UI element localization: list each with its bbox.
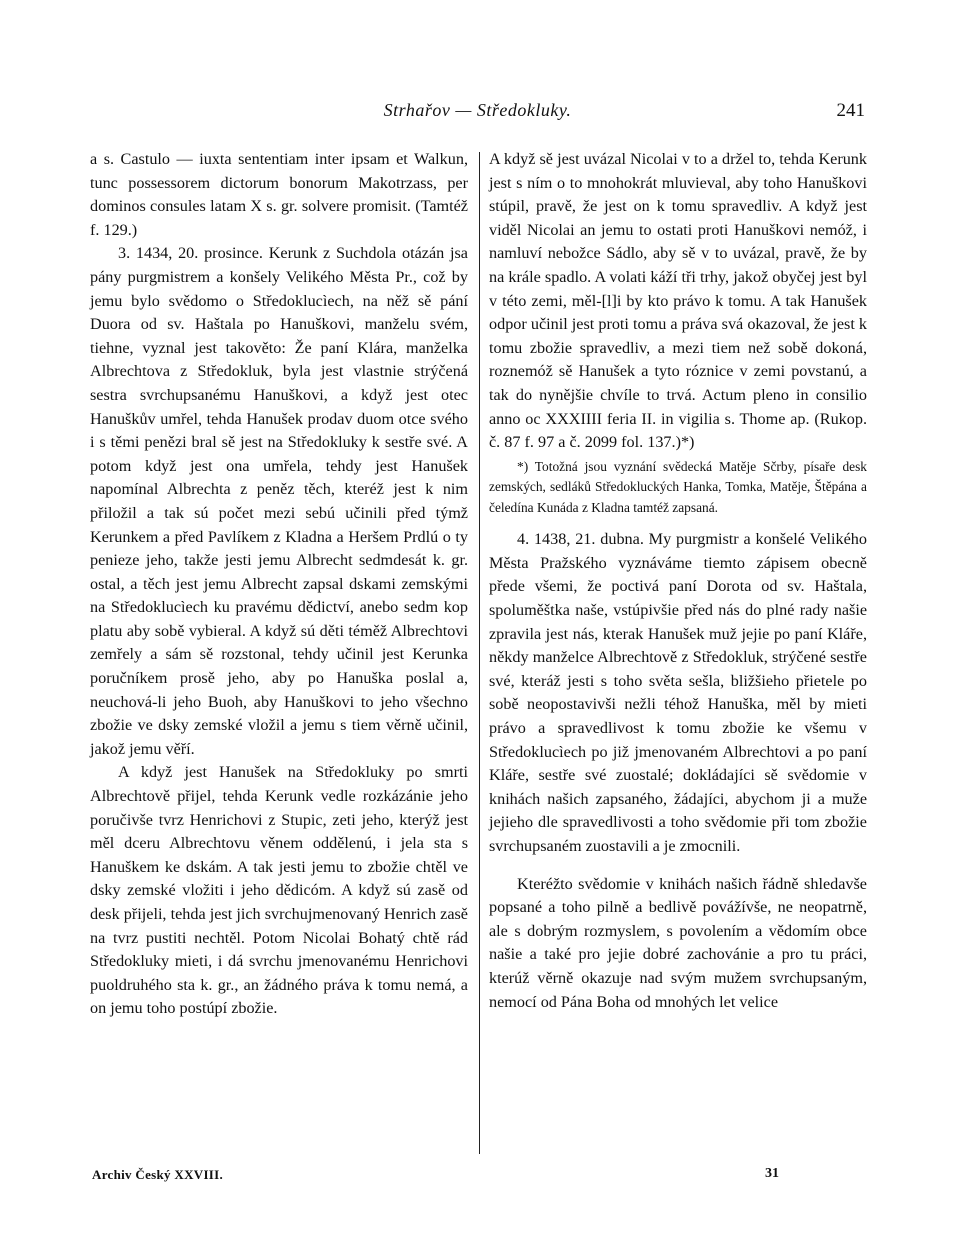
left-column bbox=[90, 148, 468, 1021]
paragraph-entry-4: 4. 1438, 21. dubna. My purgmistr a konšelé Velikého Města Pražského vyznáváme tiemto zápisem obecně přede všemi, že poctivá paní Dorota od sv. Haštala, spoluměštka naše, vstúpivšie před nás do plné rady našie zpravila jest nás, kterak Hanušek muž jejie po paní Kláře, někdy manželce Albrechtově z Středokluk, strýčené sestře své, kteráž jesti s toho světa sešla, bližšieho přietele po sobě neopostavivši nežli téhož Hanuška, měl by mieti právo a spravedlivost k tomu zbožie ke všemu v Středoklucìech po již jmenovaném Albrechtovi a po paní Kláře, sestře své zuostalé; dokládajíci sě svědomie v knihách našich zapsaného, žádajíci, abychom ji a muže jejieho dle spravedlivosti a toho svědomie při tom zbožie svrchupsaném zuostavili a je zmocnili. bbox=[489, 530, 867, 855]
footnote-block bbox=[489, 457, 867, 529]
running-title: Strhařov — Středokluky. bbox=[383, 100, 572, 120]
footnote: *) Totožná jsou vyznání svědecká Matěje Sčrby, písaře desk zemských, sedláků Středokluckých Hanka, Tomka, Matěje, Štěpána a čeledína Kunáda z Kladna tamtéž zapsaná. bbox=[489, 458, 867, 515]
sheet-number: 31 bbox=[765, 1166, 779, 1181]
paragraph-entry-3: 3. 1434, 20. prosince. Kerunk z Suchdola otázán jsa pány purgmistrem a konšely Velikého Města Pr., což by jemu bylo svědomo o Středoklucìech, na něž sě pání Duora od sv. Haštala po Hanuškovi, manželu svém, tiehne, vyznal jest takověto: Že paní Klára, manželka Albrechtova z Středokluk, byla jest vlastnie strýčená sestra svrchupsanému Hanuškovi, a když jest otec Hanuškův umřel, tehda Hanušek prodav duom otce svého i s těmi penězi bral sě jest na Středokluky k sestře své. A potom když jest ona umřela, tehdy jest Hanušek napomínal Albrechta z peněz těch, kteréž jest k nim přiložil a tak sú počet mezi sebú učinili před týmž Kerunkem a před Pavlíkem z Kladna a Heršem Prdlú o ty penieze jeho, takže jesti jemu Albrecht sedmdesát k. gr. ostal, a těch jest jemu Albrecht zapsal dskami zemskými na Středoklucìech ku pravému dědictví, anebo sedm kop platu aby sobě vybieral. A když sú děti téměž Albrechtovi zemřely a sám sě rozstonal, tehdy učinil jest Kerunka poručníkem prosě jeho, aby po Hanuška poslal a, neuchová-li jeho Buoh, aby Hanuškovi to jeho všechno zbožie ve dsky zemské vložil a jemu s tiem věrně učinil, jakož jemu věří. bbox=[90, 244, 468, 758]
right-column bbox=[489, 148, 867, 1014]
paragraph-continuation: a s. Castulo — iuxta sententiam inter ipsam et Walkun, tunc possessorem dictorum bonorum Makotrzass, per dominos consules latam X s. gr. solvere promisit. (Tamtéž f. 129.) bbox=[90, 150, 468, 239]
column-divider bbox=[479, 152, 480, 1154]
paragraph: A když jest Hanušek na Středokluky po smrti Albrechtově přijel, tehda Kerunk vedle rozkázánie jeho poručivše tvrz Henrichovi z Stupic, zeti jeho, kterýž jest měl dceru Albrechtovu věnem oddělenú, i jela sta s Hanuškem ke dskám. A tak jesti jemu to zbožie chtěl ve dsky zemské vložiti i jeho dědicóm. A když sú zasě od desk přijeli, tehda jest jich svrchujmenovaný Henrich zasě na tvrz pustiti nechtěl. Potom Nicolai Bohatý chtě rád Středokluky mieti, i dá svrchu jmenovanému Henrichovi puoldruhého sta k. gr., an žádného práva k tomu nemá, a on jemu toho postúpí zbožie. bbox=[90, 763, 468, 1018]
printer-signature: Archiv Český XXVIII. bbox=[92, 1167, 224, 1182]
running-header bbox=[90, 100, 865, 130]
paragraph-continuation: A když sě jest uvázal Nicolai v to a držel to, tehda Kerunk jest s ním o to mnohokrát mluvieval, aby toho Hanuškovi stúpil, pravě, že jest on k tomu spravedliv. A když jest viděl Nicolai an jemu to ostati proti Hanuškovi nemóž, i namluví nebožce Sádlo, aby sě v to uvázal, pravě, že by na krále spadlo. A volati káží tři trhy, jakož obyčej jest byl v této zemi, měl-[l]i by kto právo k tomu. A tak Hanušek odpor učinil jest proti tomu a práva svá okazoval, že jest k tomu zbožie spravedliv, a mezi tiem než sobě dokoná, roznemóž sě Hanušek a tyto róznice v zemi povstanú, a tak do nynějšie chvíle to trvá. Actum pleno in consilio anno oc XXXIIII feria II. in vigilia s. Thome ap. (Rukop. č. 87 f. 97 a č. 2099 fol. 137.)*) bbox=[489, 150, 867, 452]
paragraph: Kteréžto svědomie v knihách našich řádně shledavše popsané a toho pilně a bedlivě povážívše, ne neopatrně, ale s dobrým rozmyslem, s povolením a vědomím obce našie a také pro jejie dobré zachovánie a pro tu práci, kterúž věrně okazuje nad svým mužem svrchupsaným, nemocí od Pána Boha od mnohých let velice bbox=[489, 874, 867, 1011]
page-number: 241 bbox=[836, 100, 865, 121]
